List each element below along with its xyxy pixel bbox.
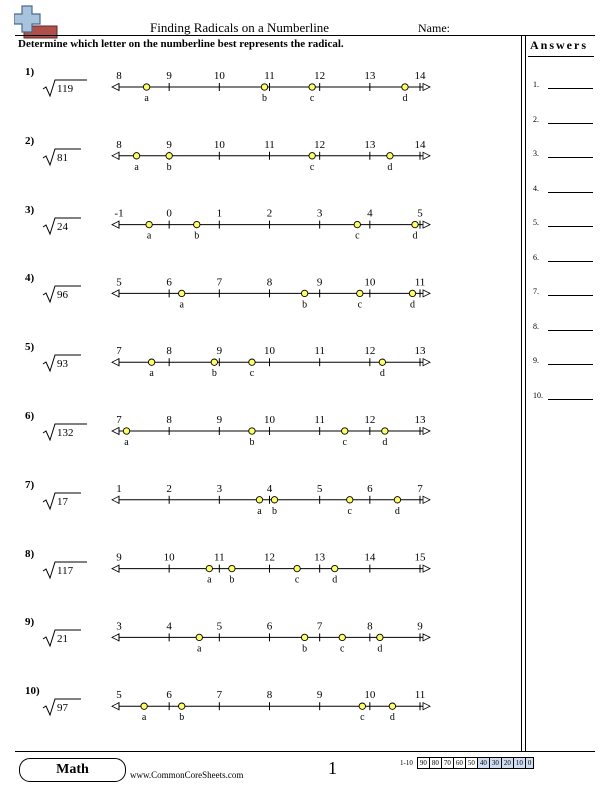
radicand: 81 [57, 151, 68, 164]
tick-label: 12 [364, 414, 376, 426]
point-marker [179, 703, 185, 709]
point-marker [249, 428, 255, 434]
point-marker [211, 359, 217, 365]
numberline [112, 276, 430, 310]
point-marker [359, 703, 365, 709]
point-label: d [382, 437, 388, 448]
point-marker [256, 497, 262, 503]
point-marker [342, 428, 348, 434]
tick-label: 9 [316, 276, 323, 289]
point-label: a [149, 368, 154, 380]
tick-label: 13 [414, 414, 426, 426]
score-cell: 90 [417, 758, 429, 769]
tick-label: 2 [166, 482, 172, 495]
answer-number: 7. [533, 287, 539, 296]
tick-label: 11 [414, 276, 426, 289]
tick-label: 11 [314, 414, 325, 426]
tick-label: 6 [166, 689, 172, 702]
tick-label: 14 [364, 551, 376, 564]
problem-number: 6) [25, 410, 35, 422]
tick-label: 12 [264, 551, 275, 564]
point-marker [347, 497, 353, 503]
page-title: Finding Radicals on a Numberline [150, 20, 330, 35]
point-marker [394, 497, 400, 503]
left-arrow-icon [112, 84, 119, 91]
problem-number: 3) [25, 203, 35, 216]
left-arrow-icon [112, 290, 119, 297]
tick-label: 12 [364, 345, 376, 358]
right-arrow-icon [423, 359, 430, 366]
score-cell: 80 [429, 758, 441, 769]
point-label: b [302, 643, 308, 655]
tick-label: 8 [266, 689, 273, 702]
radicand: 24 [57, 220, 68, 233]
point-label: c [355, 230, 360, 242]
tick-label: 9 [417, 620, 423, 633]
tick-label: 5 [116, 276, 122, 289]
numberline [112, 208, 430, 242]
radicand: 96 [57, 289, 68, 302]
point-marker [387, 153, 393, 159]
point-marker [301, 290, 307, 296]
tick-label: 0 [166, 207, 172, 220]
tick-label: 10 [213, 138, 225, 151]
numberline [112, 620, 430, 654]
tick-label: 11 [264, 138, 275, 151]
answer-number: 3. [533, 149, 539, 158]
point-marker [196, 634, 202, 640]
score-cell: 40 [477, 758, 489, 769]
math-badge: Math [19, 758, 126, 782]
point-label: a [144, 93, 149, 104]
answer-number: 8. [533, 321, 539, 331]
point-label: a [197, 643, 202, 655]
point-marker [133, 153, 139, 159]
radicand: 119 [57, 83, 74, 95]
point-label: d [389, 712, 395, 724]
point-label: a [134, 161, 139, 173]
answer-number: 1. [533, 80, 539, 89]
page-number: 1 [328, 758, 337, 778]
numberline [112, 552, 430, 586]
point-label: a [141, 712, 147, 724]
score-cell: 30 [489, 758, 501, 769]
left-arrow-icon [112, 565, 119, 572]
tick-label: 7 [116, 414, 122, 426]
right-arrow-icon [423, 290, 430, 297]
tick-label: 7 [216, 276, 223, 289]
tick-label: 5 [316, 482, 323, 495]
point-label: d [409, 299, 415, 311]
numberline [112, 414, 430, 448]
problem-number: 2) [25, 134, 35, 147]
tick-label: 8 [266, 276, 273, 289]
instructions: Determine which letter on the numberline best represents the radical. [18, 38, 344, 50]
tick-label: 8 [116, 138, 122, 151]
tick-label: 7 [116, 345, 122, 358]
point-marker [194, 221, 200, 227]
tick-label: 14 [414, 70, 426, 82]
point-label: a [257, 505, 262, 517]
point-label: b [249, 437, 255, 448]
answer-number: 4. [533, 183, 539, 193]
left-arrow-icon [112, 703, 119, 710]
point-marker [357, 290, 363, 296]
tick-label: 11 [264, 70, 275, 82]
point-label: d [412, 230, 418, 242]
point-label: b [194, 230, 200, 242]
tick-label: 1 [116, 482, 122, 495]
tick-label: 1 [216, 207, 223, 220]
point-label: b [166, 161, 172, 173]
tick-label: 13 [414, 345, 426, 358]
left-arrow-icon [112, 428, 119, 435]
left-arrow-icon [112, 221, 119, 228]
score-table [398, 757, 534, 769]
tick-label: 3 [116, 620, 122, 633]
right-arrow-icon [423, 565, 430, 572]
right-arrow-icon [423, 84, 430, 91]
left-arrow-icon [112, 359, 119, 366]
point-label: b [261, 93, 267, 104]
tick-label: 9 [316, 689, 323, 702]
point-marker [146, 221, 152, 227]
point-label: d [402, 93, 408, 104]
problem-number: 5) [25, 341, 35, 354]
point-label: c [342, 437, 347, 448]
point-label: c [294, 574, 300, 586]
radicand: 17 [57, 495, 68, 508]
point-marker [148, 359, 154, 365]
point-label: b [211, 368, 217, 380]
radicand: 117 [57, 564, 74, 577]
point-marker [382, 428, 388, 434]
tick-label: 9 [116, 551, 122, 564]
answer-number: 9. [533, 356, 539, 365]
point-marker [123, 428, 129, 434]
point-marker [271, 497, 277, 503]
score-cell: 10 [513, 758, 525, 769]
tick-label: 8 [166, 414, 172, 426]
tick-label: 5 [216, 620, 223, 633]
numberline [112, 139, 430, 173]
tick-label: 5 [417, 207, 423, 220]
answer-number: 2. [533, 114, 539, 124]
point-label: c [347, 505, 352, 517]
right-arrow-icon [423, 703, 430, 710]
point-marker [249, 359, 255, 365]
tick-label: 6 [266, 620, 273, 633]
problem-number: 4) [25, 272, 35, 285]
tick-label: 13 [364, 138, 376, 151]
problem-number: 10) [25, 685, 40, 698]
point-label: b [179, 712, 185, 724]
tick-label: 10 [213, 70, 225, 82]
tick-label: 10 [364, 689, 376, 702]
point-marker [143, 84, 149, 90]
answer-number: 5. [533, 218, 539, 227]
answers-heading: Answers [530, 38, 588, 52]
score-cell: 70 [441, 758, 453, 769]
point-marker [402, 84, 408, 90]
problem-number: 8) [25, 547, 35, 560]
left-arrow-icon [112, 496, 119, 503]
point-marker [332, 565, 338, 571]
tick-label: 11 [214, 551, 225, 564]
tick-label: 8 [367, 620, 373, 633]
point-marker [409, 290, 415, 296]
score-range-label: 1-10 [400, 759, 413, 767]
answer-number: 10. [533, 390, 543, 400]
point-label: a [207, 574, 212, 586]
tick-label: 10 [163, 551, 175, 564]
tick-label: 4 [367, 207, 373, 220]
numberline [112, 689, 430, 723]
tick-label: 4 [266, 482, 273, 495]
right-arrow-icon [423, 496, 430, 503]
point-label: c [340, 643, 345, 655]
point-marker [141, 703, 147, 709]
point-label: b [272, 505, 278, 517]
point-marker [261, 84, 267, 90]
tick-label: 12 [314, 138, 326, 151]
tick-label: 9 [166, 70, 172, 82]
point-marker [412, 221, 418, 227]
point-label: d [394, 505, 400, 517]
problem-number: 1) [25, 66, 35, 78]
tick-label: 13 [314, 551, 326, 564]
tick-label: 14 [414, 138, 426, 151]
tick-label: 9 [216, 414, 223, 426]
tick-label: -1 [114, 207, 124, 220]
point-label: d [377, 643, 383, 655]
point-marker [309, 84, 315, 90]
numberline [112, 345, 430, 379]
tick-label: 8 [166, 345, 172, 358]
score-cell: 60 [453, 758, 465, 769]
tick-label: 5 [116, 689, 122, 702]
point-label: d [387, 161, 393, 173]
point-marker [206, 565, 212, 571]
point-marker [339, 634, 345, 640]
tick-label: 2 [266, 207, 273, 220]
tick-label: 7 [417, 482, 423, 495]
tick-label: 4 [166, 620, 172, 633]
point-marker [179, 290, 185, 296]
numberline [112, 70, 430, 104]
tick-label: 12 [314, 70, 326, 82]
tick-label: 10 [264, 414, 275, 426]
answer-number: 6. [533, 252, 539, 262]
website-link[interactable]: www.CommonCoreSheets.com [130, 770, 244, 780]
tick-label: 3 [316, 207, 323, 220]
right-arrow-icon [423, 634, 430, 641]
point-label: b [229, 574, 235, 586]
problem-number: 9) [25, 616, 35, 629]
point-label: c [309, 93, 315, 104]
point-marker [389, 703, 395, 709]
point-marker [166, 153, 172, 159]
problem-number: 7) [25, 478, 35, 491]
name-label: Name: [418, 21, 450, 35]
score-cell: 0 [525, 758, 534, 769]
radicand: 132 [57, 427, 74, 439]
score-cell: 50 [465, 758, 477, 769]
tick-label: 15 [414, 551, 426, 564]
point-marker [229, 565, 235, 571]
tick-label: 6 [367, 482, 373, 495]
radicand: 93 [57, 358, 68, 371]
point-marker [309, 153, 315, 159]
point-label: d [379, 368, 385, 380]
radicand: 21 [57, 633, 68, 646]
point-marker [377, 634, 383, 640]
radicand: 97 [57, 702, 68, 715]
tick-label: 9 [216, 345, 223, 358]
right-arrow-icon [423, 428, 430, 435]
point-label: d [332, 574, 338, 586]
tick-label: 7 [316, 620, 323, 633]
tick-label: 6 [166, 276, 172, 289]
point-label: a [124, 437, 129, 448]
left-arrow-icon [112, 152, 119, 159]
point-label: b [302, 299, 308, 311]
tick-label: 3 [216, 482, 223, 495]
left-arrow-icon [112, 634, 119, 641]
tick-label: 10 [264, 345, 275, 358]
point-label: c [357, 299, 363, 311]
point-label: a [179, 299, 184, 311]
point-label: c [249, 368, 255, 380]
tick-label: 10 [364, 276, 376, 289]
tick-label: 11 [414, 689, 426, 702]
point-marker [294, 565, 300, 571]
tick-label: 9 [166, 138, 172, 151]
point-marker [354, 221, 360, 227]
right-arrow-icon [423, 152, 430, 159]
point-marker [301, 634, 307, 640]
point-marker [379, 359, 385, 365]
tick-label: 7 [216, 689, 223, 702]
footer-rule [15, 751, 595, 752]
right-arrow-icon [423, 221, 430, 228]
tick-label: 8 [116, 70, 122, 82]
point-label: c [360, 712, 365, 724]
score-cell: 20 [501, 758, 513, 769]
tick-label: 11 [314, 345, 325, 358]
point-label: a [146, 230, 152, 242]
numberline [112, 483, 430, 517]
point-label: c [309, 161, 315, 173]
tick-label: 13 [364, 70, 376, 82]
